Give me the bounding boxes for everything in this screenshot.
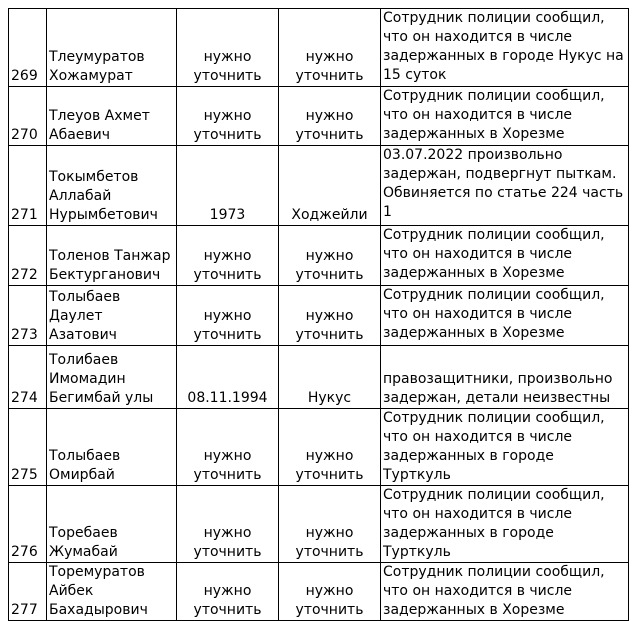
details: Сотрудник полиции сообщил, что он находится в числе задержанных в Хорезме bbox=[381, 87, 629, 146]
row-number: 275 bbox=[9, 409, 47, 486]
details: Сотрудник полиции сообщил, что он находится в числе задержанных в городе Турткуль bbox=[381, 486, 629, 563]
table-row bbox=[9, 9, 629, 87]
person-name: Токымбетов Аллабай Нурымбетович bbox=[47, 146, 177, 226]
row-number: 274 bbox=[9, 346, 47, 409]
person-name: Толыбаев Омирбай bbox=[47, 409, 177, 486]
person-name: Торебаев Жумабай bbox=[47, 486, 177, 563]
details: Сотрудник полиции сообщил, что он находится в числе задержанных в Хорезме bbox=[381, 226, 629, 286]
table-row bbox=[9, 409, 629, 486]
person-name: Толенов Танжар Бектурганович bbox=[47, 226, 177, 286]
row-number: 276 bbox=[9, 486, 47, 563]
table-row bbox=[9, 87, 629, 146]
place: нужно уточнить bbox=[279, 486, 381, 563]
person-name: Торемуратов Айбек Бахадырович bbox=[47, 563, 177, 621]
place: Ходжейли bbox=[279, 146, 381, 226]
place: Нукус bbox=[279, 346, 381, 409]
birth-date: нужно уточнить bbox=[177, 563, 279, 621]
birth-date: нужно уточнить bbox=[177, 486, 279, 563]
table-row bbox=[9, 563, 629, 621]
row-number: 271 bbox=[9, 146, 47, 226]
birth-date: 08.11.1994 bbox=[177, 346, 279, 409]
detainees-table bbox=[8, 8, 629, 621]
birth-date: 1973 bbox=[177, 146, 279, 226]
row-number: 270 bbox=[9, 87, 47, 146]
person-name: Тлеумуратов Хожамурат bbox=[47, 9, 177, 87]
table-row bbox=[9, 226, 629, 286]
place: нужно уточнить bbox=[279, 409, 381, 486]
place: нужно уточнить bbox=[279, 286, 381, 346]
birth-date: нужно уточнить bbox=[177, 9, 279, 87]
row-number: 273 bbox=[9, 286, 47, 346]
row-number: 269 bbox=[9, 9, 47, 87]
table-row bbox=[9, 346, 629, 409]
details: Сотрудник полиции сообщил, что он находится в числе задержанных в Хорезме bbox=[381, 286, 629, 346]
row-number: 272 bbox=[9, 226, 47, 286]
birth-date: нужно уточнить bbox=[177, 409, 279, 486]
place: нужно уточнить bbox=[279, 9, 381, 87]
person-name: Тлеуов Ахмет Абаевич bbox=[47, 87, 177, 146]
table-row bbox=[9, 486, 629, 563]
details: 03.07.2022 произвольно задержан, подвергнут пыткам. Обвиняется по статье 224 часть 1 bbox=[381, 146, 629, 226]
place: нужно уточнить bbox=[279, 87, 381, 146]
details: Сотрудник полиции сообщил, что он находится в числе задержанных в городе Нукус на 15 суток bbox=[381, 9, 629, 87]
details: правозащитники, произвольно задержан, детали неизвестны bbox=[381, 346, 629, 409]
row-number: 277 bbox=[9, 563, 47, 621]
place: нужно уточнить bbox=[279, 563, 381, 621]
birth-date: нужно уточнить bbox=[177, 226, 279, 286]
details: Сотрудник полиции сообщил, что он находится в числе задержанных в городе Турткуль bbox=[381, 409, 629, 486]
person-name: Толыбаев Даулет Азатович bbox=[47, 286, 177, 346]
birth-date: нужно уточнить bbox=[177, 286, 279, 346]
person-name: Толибаев Имомадин Бегимбай улы bbox=[47, 346, 177, 409]
table-row bbox=[9, 286, 629, 346]
place: нужно уточнить bbox=[279, 226, 381, 286]
details: Сотрудник полиции сообщил, что он находится в числе задержанных в Хорезме bbox=[381, 563, 629, 621]
birth-date: нужно уточнить bbox=[177, 87, 279, 146]
table-row bbox=[9, 146, 629, 226]
